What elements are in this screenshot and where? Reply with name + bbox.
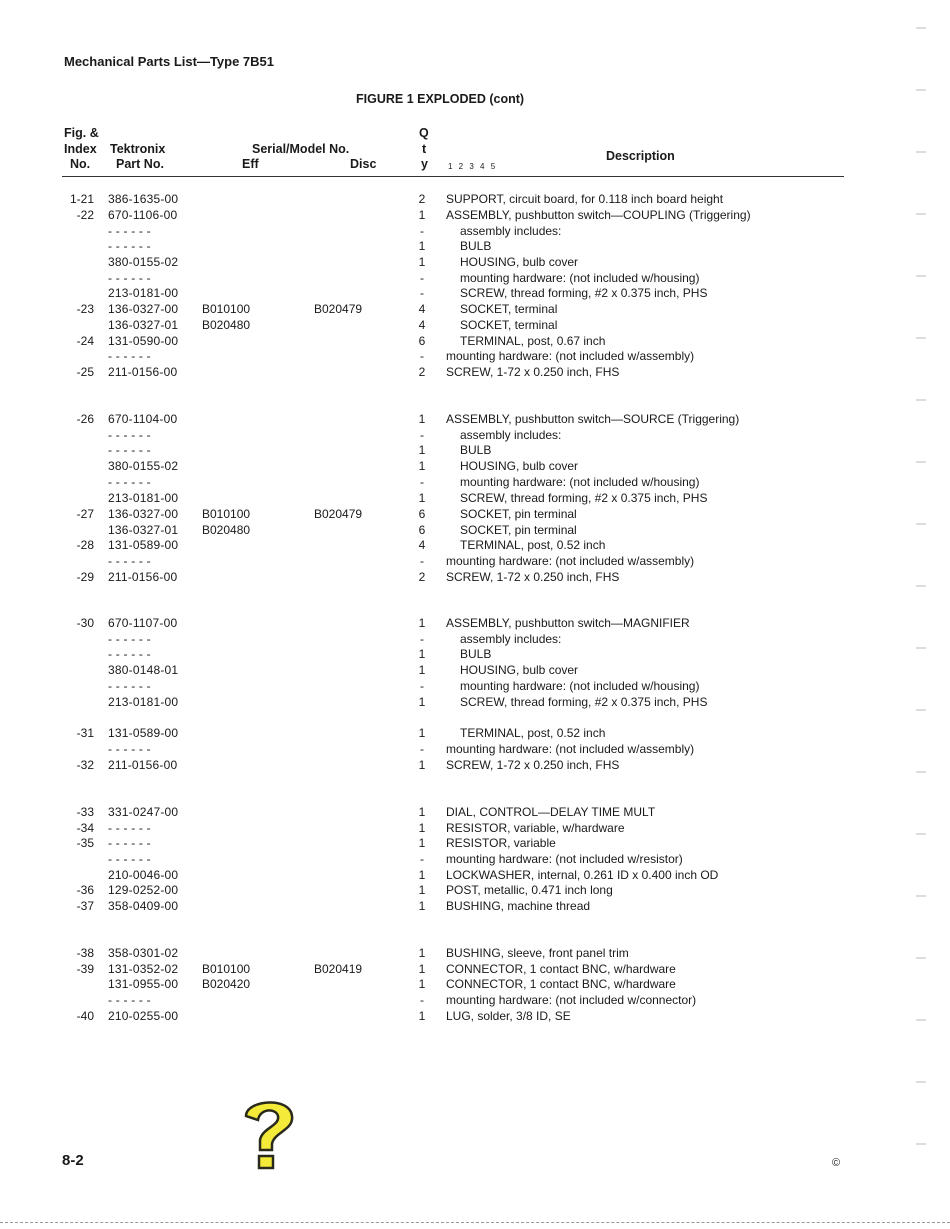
row-quantity: 1: [418, 836, 426, 850]
row-quantity: 1: [418, 758, 426, 772]
row-part-number: - - - - - -: [108, 679, 151, 693]
question-mark-icon: [236, 1094, 300, 1174]
table-row: [0, 977, 950, 992]
row-index: -28: [76, 538, 94, 552]
row-description: BULB: [460, 647, 492, 661]
row-part-number: 136-0327-01: [108, 318, 179, 332]
row-description: assembly includes:: [460, 224, 562, 238]
row-part-number: - - - - - -: [108, 742, 151, 756]
row-part-number: 136-0327-00: [108, 302, 179, 316]
row-index: -31: [76, 726, 94, 740]
table-row: [0, 428, 950, 443]
row-description: SCREW, thread forming, #2 x 0.375 inch, PHS: [460, 286, 708, 300]
row-part-number: - - - - - -: [108, 554, 151, 568]
row-quantity: 1: [418, 239, 426, 253]
scan-edge-marks: [914, 20, 928, 1180]
row-quantity: 4: [418, 538, 426, 552]
col-serial-model: Serial/Model No.: [252, 142, 350, 156]
scan-bottom-edge: [0, 1222, 950, 1223]
row-index: -24: [76, 334, 94, 348]
row-description: SCREW, thread forming, #2 x 0.375 inch, PHS: [460, 695, 708, 709]
row-quantity: 1: [418, 726, 426, 740]
row-description: DIAL, CONTROL—DELAY TIME MULT: [446, 805, 656, 819]
row-part-number: 210-0046-00: [108, 868, 179, 882]
row-description: mounting hardware: (not included w/housing): [460, 271, 700, 285]
row-description: POST, metallic, 0.471 inch long: [446, 883, 613, 897]
row-description: ASSEMBLY, pushbutton switch—SOURCE (Triggering): [446, 412, 740, 426]
row-quantity: -: [420, 679, 424, 693]
row-part-number: 131-0955-00: [108, 977, 179, 991]
col-tektronix: Tektronix: [110, 142, 166, 156]
row-description: BUSHING, sleeve, front panel trim: [446, 946, 629, 960]
row-quantity: 1: [418, 443, 426, 457]
row-description: mounting hardware: (not included w/assembly): [446, 349, 695, 363]
row-quantity: 6: [418, 334, 426, 348]
row-part-number: 358-0301-02: [108, 946, 179, 960]
row-quantity: -: [420, 852, 424, 866]
table-row: [0, 868, 950, 883]
row-part-number: 131-0352-02: [108, 962, 179, 976]
table-row: [0, 349, 950, 364]
table-row: [0, 742, 950, 757]
row-description: mounting hardware: (not included w/assembly): [446, 742, 695, 756]
table-row: [0, 475, 950, 490]
row-serial-eff: B020480: [202, 318, 251, 332]
table-row: [0, 365, 950, 380]
row-index: -34: [76, 821, 94, 835]
row-description: RESISTOR, variable: [446, 836, 556, 850]
row-quantity: 1: [418, 255, 426, 269]
row-part-number: 136-0327-00: [108, 507, 179, 521]
row-quantity: 1: [418, 459, 426, 473]
row-index: -39: [76, 962, 94, 976]
row-part-number: - - - - - -: [108, 443, 151, 457]
table-row: [0, 805, 950, 820]
row-index: -35: [76, 836, 94, 850]
row-description: SCREW, 1-72 x 0.250 inch, FHS: [446, 570, 620, 584]
col-description: Description: [606, 149, 675, 163]
table-row: [0, 962, 950, 977]
row-part-number: 211-0156-00: [108, 365, 178, 379]
row-description: HOUSING, bulb cover: [460, 663, 579, 677]
row-quantity: 6: [418, 507, 426, 521]
row-quantity: 1: [418, 977, 426, 991]
row-part-number: 380-0155-02: [108, 255, 179, 269]
row-index: -27: [76, 507, 94, 521]
row-part-number: 131-0590-00: [108, 334, 179, 348]
row-part-number: - - - - - -: [108, 475, 151, 489]
row-quantity: 1: [418, 695, 426, 709]
table-row: [0, 758, 950, 773]
table-row: [0, 836, 950, 851]
row-part-number: 211-0156-00: [108, 570, 178, 584]
row-quantity: 1: [418, 962, 426, 976]
table-row: [0, 570, 950, 585]
table-row: [0, 459, 950, 474]
row-part-number: 213-0181-00: [108, 286, 179, 300]
row-quantity: 1: [418, 946, 426, 960]
row-quantity: 1: [418, 491, 426, 505]
row-quantity: -: [420, 475, 424, 489]
row-index: -29: [76, 570, 94, 584]
row-part-number: 136-0327-01: [108, 523, 179, 537]
row-quantity: 4: [418, 318, 426, 332]
row-quantity: 1: [418, 899, 426, 913]
row-quantity: -: [420, 993, 424, 1007]
row-quantity: 1: [418, 821, 426, 835]
row-quantity: -: [420, 349, 424, 363]
row-quantity: 1: [418, 1009, 426, 1023]
row-quantity: 1: [418, 868, 426, 882]
row-part-number: - - - - - -: [108, 993, 151, 1007]
table-row: [0, 632, 950, 647]
row-index: -33: [76, 805, 94, 819]
table-row: [0, 1009, 950, 1024]
row-part-number: 670-1106-00: [108, 208, 178, 222]
row-description: mounting hardware: (not included w/assembly): [446, 554, 695, 568]
row-part-number: 670-1107-00: [108, 616, 178, 630]
row-description: mounting hardware: (not included w/housing): [460, 679, 700, 693]
row-serial-disc: B020479: [314, 507, 363, 521]
row-description: SOCKET, terminal: [460, 318, 558, 332]
row-quantity: 1: [418, 883, 426, 897]
row-part-number: - - - - - -: [108, 239, 151, 253]
row-index: -38: [76, 946, 94, 960]
row-part-number: - - - - - -: [108, 821, 151, 835]
row-part-number: 386-1635-00: [108, 192, 179, 206]
row-description: SOCKET, pin terminal: [460, 507, 577, 521]
col-fig: Fig. &: [64, 126, 99, 140]
row-quantity: -: [420, 286, 424, 300]
table-row: [0, 616, 950, 631]
table-row: [0, 899, 950, 914]
table-row: [0, 271, 950, 286]
row-part-number: 380-0148-01: [108, 663, 179, 677]
row-description: mounting hardware: (not included w/connector): [446, 993, 697, 1007]
table-row: [0, 946, 950, 961]
row-index: -22: [76, 208, 94, 222]
row-quantity: 4: [418, 302, 426, 316]
table-row: [0, 538, 950, 553]
col-disc: Disc: [350, 157, 377, 171]
row-description: BUSHING, machine thread: [446, 899, 591, 913]
row-quantity: -: [420, 554, 424, 568]
col-eff: Eff: [242, 157, 259, 171]
table-row: [0, 852, 950, 867]
col-no: No.: [70, 157, 91, 171]
row-description: RESISTOR, variable, w/hardware: [446, 821, 625, 835]
col-part-no: Part No.: [116, 157, 164, 171]
table-row: [0, 663, 950, 678]
row-description: SOCKET, pin terminal: [460, 523, 577, 537]
table-row: [0, 993, 950, 1008]
row-part-number: - - - - - -: [108, 224, 151, 238]
row-description: SCREW, 1-72 x 0.250 inch, FHS: [446, 758, 620, 772]
table-row: [0, 679, 950, 694]
row-description: LOCKWASHER, internal, 0.261 ID x 0.400 inch OD: [446, 868, 719, 882]
row-description: assembly includes:: [460, 428, 562, 442]
row-quantity: 2: [418, 365, 426, 379]
table-row: [0, 523, 950, 538]
row-description: TERMINAL, post, 0.67 inch: [460, 334, 606, 348]
row-description: SUPPORT, circuit board, for 0.118 inch board height: [446, 192, 724, 206]
copyright-mark: ©: [832, 1157, 841, 1169]
row-description: mounting hardware: (not included w/resistor): [446, 852, 683, 866]
row-description: BULB: [460, 239, 492, 253]
table-row: [0, 726, 950, 741]
row-part-number: 213-0181-00: [108, 491, 179, 505]
row-index: -26: [76, 412, 94, 426]
row-part-number: - - - - - -: [108, 647, 151, 661]
row-quantity: -: [420, 271, 424, 285]
row-serial-eff: B020420: [202, 977, 251, 991]
row-description: HOUSING, bulb cover: [460, 459, 579, 473]
row-part-number: - - - - - -: [108, 852, 151, 866]
row-part-number: 131-0589-00: [108, 726, 179, 740]
table-row: [0, 554, 950, 569]
row-quantity: 1: [418, 647, 426, 661]
page-title: Mechanical Parts List—Type 7B51: [64, 54, 275, 69]
row-part-number: 131-0589-00: [108, 538, 179, 552]
row-quantity: -: [420, 224, 424, 238]
row-serial-eff: B010100: [202, 507, 251, 521]
row-quantity: 1: [418, 208, 426, 222]
table-row: [0, 695, 950, 710]
row-part-number: 213-0181-00: [108, 695, 179, 709]
col-t: t: [422, 142, 427, 156]
row-index: -23: [76, 302, 94, 316]
row-description: SCREW, 1-72 x 0.250 inch, FHS: [446, 365, 620, 379]
row-part-number: - - - - - -: [108, 632, 151, 646]
row-part-number: 380-0155-02: [108, 459, 179, 473]
row-description: ASSEMBLY, pushbutton switch—COUPLING (Triggering): [446, 208, 751, 222]
row-serial-disc: B020479: [314, 302, 363, 316]
col-q: Q: [419, 126, 429, 140]
table-row: [0, 255, 950, 270]
row-description: BULB: [460, 443, 492, 457]
row-index: -36: [76, 883, 94, 897]
row-index: -32: [76, 758, 94, 772]
row-quantity: 1: [418, 616, 426, 630]
row-description: TERMINAL, post, 0.52 inch: [460, 538, 606, 552]
col-index: Index: [64, 142, 97, 156]
table-row: [0, 302, 950, 317]
table-row: [0, 507, 950, 522]
row-serial-eff: B010100: [202, 962, 251, 976]
table-row: [0, 647, 950, 662]
row-index: -30: [76, 616, 94, 630]
row-part-number: 670-1104-00: [108, 412, 178, 426]
table-row: [0, 443, 950, 458]
table-row: [0, 318, 950, 333]
row-part-number: 210-0255-00: [108, 1009, 179, 1023]
row-serial-disc: B020419: [314, 962, 363, 976]
row-index: -37: [76, 899, 94, 913]
row-quantity: -: [420, 632, 424, 646]
row-description: TERMINAL, post, 0.52 inch: [460, 726, 606, 740]
row-quantity: 2: [418, 192, 426, 206]
table-row: [0, 224, 950, 239]
row-quantity: -: [420, 742, 424, 756]
table-row: [0, 334, 950, 349]
table-row: [0, 883, 950, 898]
row-part-number: - - - - - -: [108, 428, 151, 442]
row-part-number: - - - - - -: [108, 271, 151, 285]
row-part-number: 331-0247-00: [108, 805, 179, 819]
row-description: SOCKET, terminal: [460, 302, 558, 316]
row-description: LUG, solder, 3/8 ID, SE: [446, 1009, 571, 1023]
row-quantity: -: [420, 428, 424, 442]
row-quantity: 1: [418, 805, 426, 819]
row-index: -40: [76, 1009, 94, 1023]
row-description: ASSEMBLY, pushbutton switch—MAGNIFIER: [446, 616, 690, 630]
row-index: 1-21: [69, 192, 94, 206]
table-row: [0, 192, 950, 207]
row-description: CONNECTOR, 1 contact BNC, w/hardware: [446, 977, 676, 991]
row-description: assembly includes:: [460, 632, 562, 646]
row-quantity: 2: [418, 570, 426, 584]
table-row: [0, 286, 950, 301]
row-serial-eff: B010100: [202, 302, 251, 316]
row-quantity: 1: [418, 663, 426, 677]
table-row: [0, 412, 950, 427]
table-row: [0, 239, 950, 254]
table-row: [0, 208, 950, 223]
row-description: SCREW, thread forming, #2 x 0.375 inch, PHS: [460, 491, 708, 505]
row-part-number: 358-0409-00: [108, 899, 179, 913]
row-part-number: - - - - - -: [108, 836, 151, 850]
row-quantity: 6: [418, 523, 426, 537]
row-description: mounting hardware: (not included w/housing): [460, 475, 700, 489]
row-part-number: - - - - - -: [108, 349, 151, 363]
row-index: -25: [76, 365, 94, 379]
row-description: CONNECTOR, 1 contact BNC, w/hardware: [446, 962, 676, 976]
row-serial-eff: B020480: [202, 523, 251, 537]
figure-title: FIGURE 1 EXPLODED (cont): [356, 92, 525, 106]
page-number: 8-2: [62, 1152, 84, 1169]
table-row: [0, 491, 950, 506]
row-part-number: 129-0252-00: [108, 883, 179, 897]
row-description: HOUSING, bulb cover: [460, 255, 579, 269]
col-levels: 1 2 3 4 5: [448, 162, 498, 171]
row-quantity: 1: [418, 412, 426, 426]
row-part-number: 211-0156-00: [108, 758, 178, 772]
header-rule: [62, 176, 844, 177]
table-row: [0, 821, 950, 836]
col-y: y: [421, 157, 428, 171]
